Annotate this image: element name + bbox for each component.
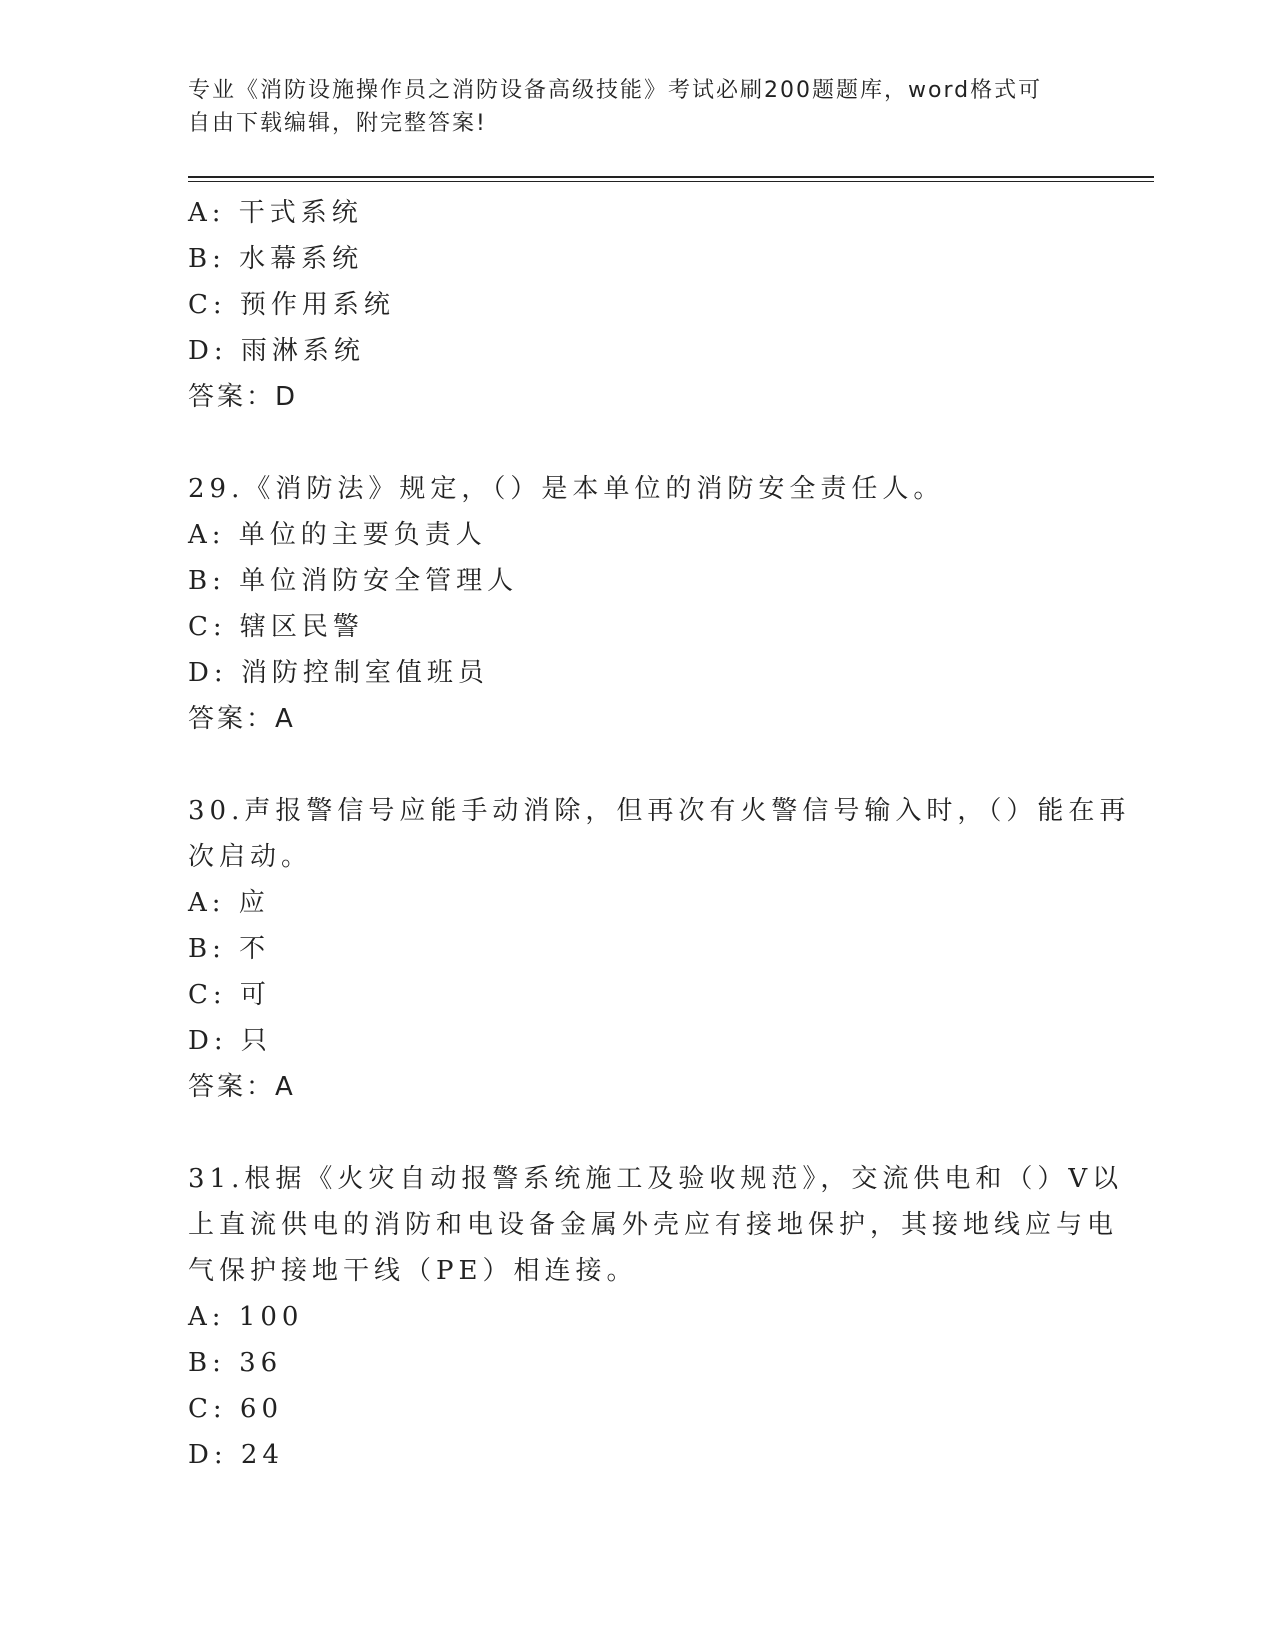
- header-line-1: 专业《消防设施操作员之消防设备高级技能》考试必刷200题题库，word格式可: [188, 78, 1043, 103]
- question-text-line-2: 上直流供电的消防和电设备金属外壳应有接地保护，其接地线应与电: [188, 1210, 1119, 1240]
- option-a: A: 干式系统: [188, 198, 363, 228]
- option-d: D: 24: [188, 1440, 284, 1470]
- question-text-line-1: 31.根据《火灾自动报警系统施工及验收规范》，交流供电和（）V以: [188, 1164, 1124, 1194]
- option-a: A: 100: [188, 1302, 304, 1332]
- option-b: B: 36: [188, 1348, 283, 1378]
- spacer: [188, 420, 1088, 466]
- answer-label: 答案：D: [188, 382, 299, 412]
- question-30-block: [188, 788, 1131, 1110]
- spacer: [188, 742, 1088, 788]
- spacer: [188, 1110, 1088, 1156]
- option-d: D: 消防控制室值班员: [188, 658, 489, 688]
- question-29-block: [188, 466, 1088, 742]
- option-c: C: 可: [188, 980, 271, 1010]
- option-a: A: 应: [188, 888, 270, 918]
- answer-label: 答案：A: [188, 1072, 296, 1102]
- header-divider-thin: [188, 181, 1154, 182]
- option-b: B: 水幕系统: [188, 244, 364, 274]
- question-text: 29.《消防法》规定，（）是本单位的消防安全责任人。: [188, 474, 945, 504]
- option-c: C: 预作用系统: [188, 290, 395, 320]
- option-a: A: 单位的主要负责人: [188, 520, 487, 550]
- question-text-line-2: 次启动。: [188, 842, 313, 872]
- header-line-2: 自由下载编辑，附完整答案!: [188, 111, 487, 136]
- header-divider-thick: [188, 176, 1154, 178]
- option-b: B: 不: [188, 934, 271, 964]
- question-31-block: [188, 1156, 1124, 1478]
- option-d: D: 雨淋系统: [188, 336, 365, 366]
- option-c: C: 60: [188, 1394, 284, 1424]
- answer-label: 答案：A: [188, 704, 296, 734]
- question-text-line-3: 气保护接地干线（PE）相连接。: [188, 1256, 638, 1286]
- option-b: B: 单位消防安全管理人: [188, 566, 519, 596]
- option-d: D: 只: [188, 1026, 272, 1056]
- question-text-line-1: 30.声报警信号应能手动消除，但再次有火警信号输入时，（）能在再: [188, 796, 1131, 826]
- question-list: [188, 190, 1131, 1478]
- question-28-block: [188, 190, 1088, 420]
- document-header: [188, 74, 1088, 140]
- option-c: C: 辖区民警: [188, 612, 364, 642]
